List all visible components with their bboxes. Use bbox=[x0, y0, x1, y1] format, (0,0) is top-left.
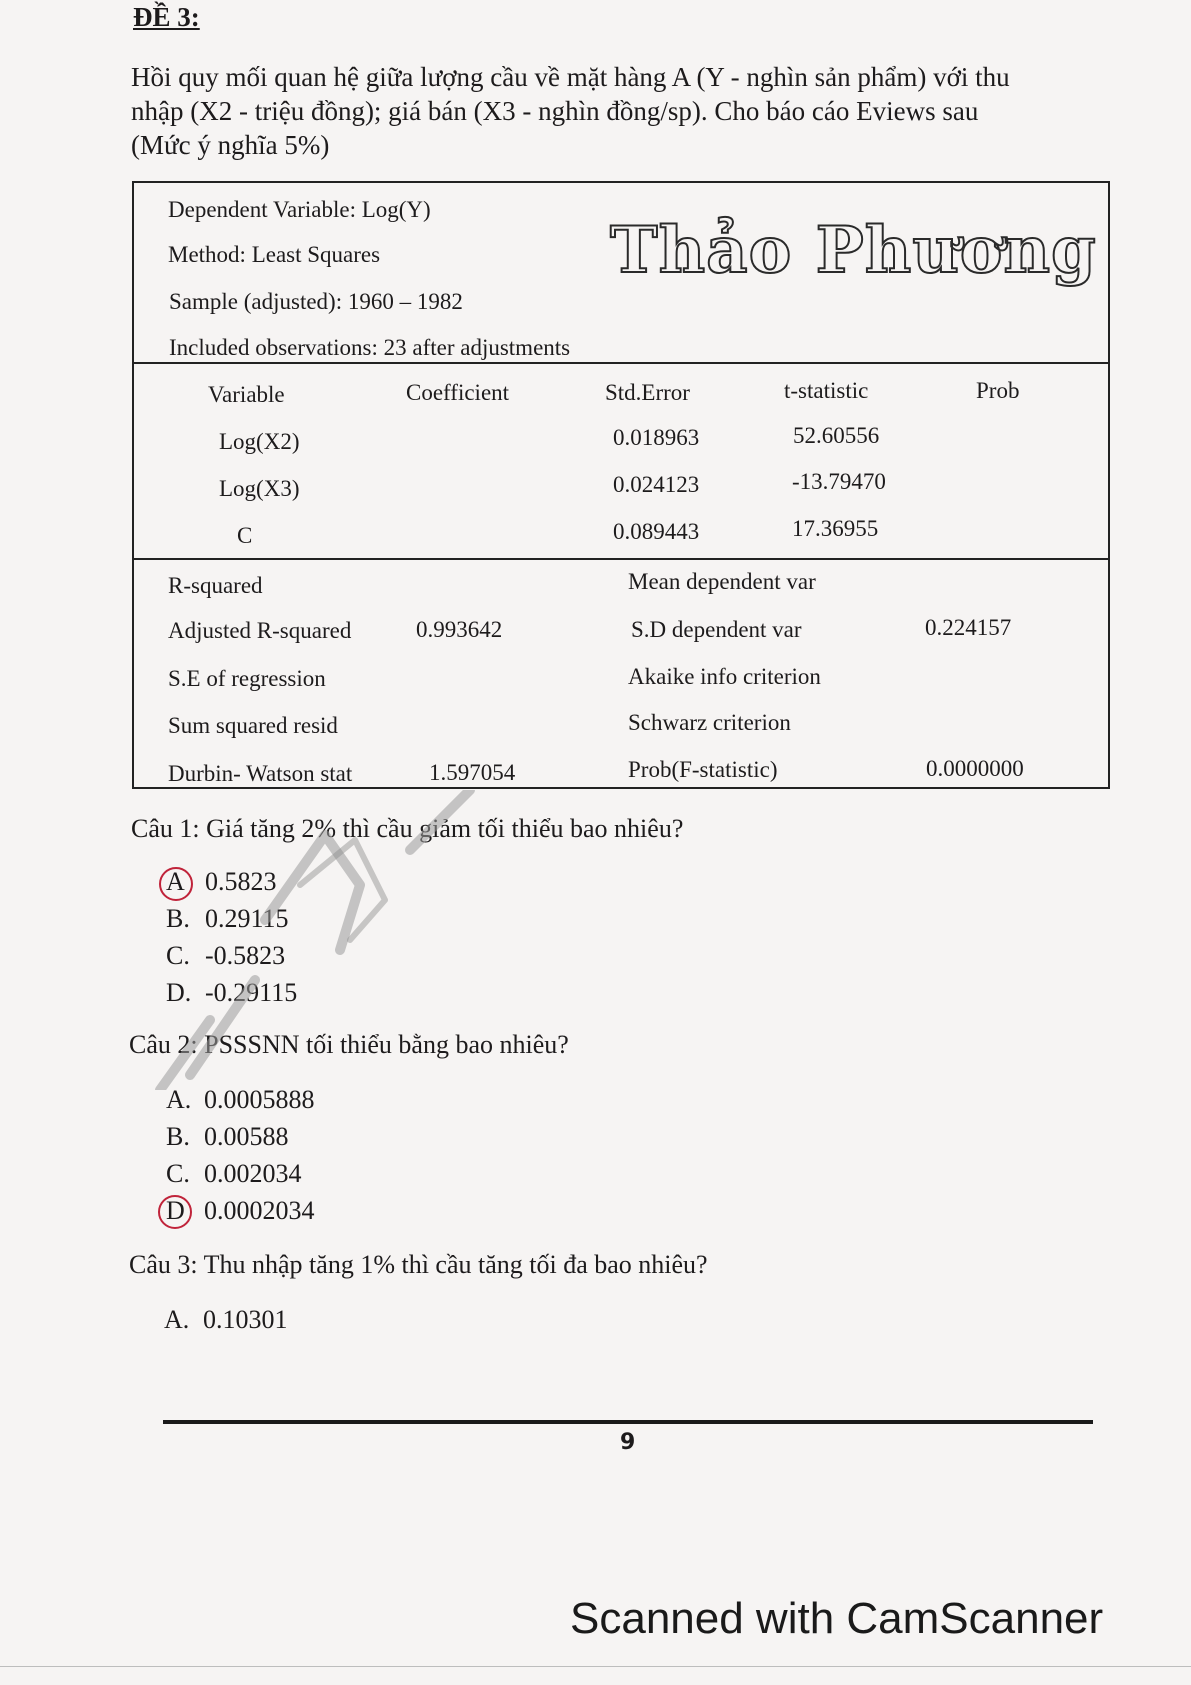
column-header: Coefficient bbox=[406, 380, 510, 405]
stat-label: R-squared bbox=[168, 573, 263, 598]
option-value: 0.0005888 bbox=[204, 1085, 315, 1114]
question-2-text: Câu 2: PSSSNN tối thiểu bằng bao nhiêu? bbox=[129, 1030, 569, 1059]
page-number: 9 bbox=[620, 1430, 636, 1455]
option-letter: D bbox=[166, 1196, 185, 1225]
row-variable: Log(X2) bbox=[219, 429, 300, 454]
stat-label: Sum squared resid bbox=[168, 713, 338, 738]
table-divider bbox=[134, 362, 1108, 364]
dependent-variable: Dependent Variable: Log(Y) bbox=[168, 197, 431, 222]
option-value: -0.5823 bbox=[205, 941, 286, 970]
stat-label: Prob(F-statistic) bbox=[628, 757, 778, 782]
table-divider bbox=[134, 558, 1108, 560]
row-t-statistic: -13.79470 bbox=[792, 469, 886, 494]
column-header: t-statistic bbox=[784, 378, 869, 403]
option-letter: B. bbox=[166, 904, 190, 933]
row-variable: Log(X3) bbox=[219, 476, 300, 501]
stat-value: 0.224157 bbox=[925, 615, 1012, 640]
option-letter: A bbox=[166, 867, 185, 896]
stat-label: Mean dependent var bbox=[628, 569, 816, 594]
intro-line-3: (Mức ý nghĩa 5%) bbox=[131, 130, 330, 160]
option-value: 0.5823 bbox=[205, 867, 277, 896]
method: Method: Least Squares bbox=[168, 242, 381, 267]
option-letter: B. bbox=[166, 1122, 190, 1151]
option-value: 0.29115 bbox=[205, 904, 289, 933]
intro-line-1: Hồi quy mối quan hệ giữa lượng cầu về mặt hàng A (Y - nghìn sản phẩm) với thu bbox=[131, 62, 1010, 92]
intro-paragraph bbox=[131, 60, 1091, 162]
intro-line-2: nhập (X2 - triệu đồng); giá bán (X3 - nghìn đồng/sp). Cho báo cáo Eviews sau bbox=[131, 96, 979, 126]
stat-label: Adjusted R-squared bbox=[168, 618, 352, 643]
question-3-text: Câu 3: Thu nhập tăng 1% thì cầu tăng tối đa bao nhiêu? bbox=[129, 1250, 708, 1279]
scanner-watermark: Scanned with CamScanner bbox=[570, 1594, 1104, 1643]
option-letter: C. bbox=[166, 941, 190, 970]
option-letter: A. bbox=[166, 1085, 192, 1114]
option-value: 0.00588 bbox=[204, 1122, 289, 1151]
option-value: 0.0002034 bbox=[204, 1196, 315, 1225]
stamp-mark bbox=[150, 790, 510, 1090]
stat-label: Durbin- Watson stat bbox=[168, 761, 353, 786]
stat-value: 0.0000000 bbox=[926, 756, 1024, 781]
sample: Sample (adjusted): 1960 – 1982 bbox=[169, 289, 463, 314]
option-letter: D. bbox=[166, 978, 192, 1007]
stat-value: 0.993642 bbox=[416, 617, 503, 642]
question-1-text: Câu 1: Giá tăng 2% thì cầu giảm tối thiểu bao nhiêu? bbox=[131, 814, 684, 843]
option-letter: A. bbox=[164, 1305, 190, 1334]
row-variable: C bbox=[237, 523, 253, 548]
option-value: -0.29115 bbox=[205, 978, 298, 1007]
stat-label: S.D dependent var bbox=[631, 617, 802, 642]
option-value: 0.10301 bbox=[203, 1305, 288, 1334]
observations: Included observations: 23 after adjustments bbox=[169, 335, 571, 360]
exam-heading: ĐỀ 3: bbox=[133, 2, 200, 32]
column-header: Variable bbox=[208, 382, 285, 407]
author-watermark: Thảo Phương bbox=[610, 213, 1097, 288]
stat-value: 1.597054 bbox=[429, 760, 516, 785]
stat-label: Akaike info criterion bbox=[628, 664, 821, 689]
row-t-statistic: 17.36955 bbox=[792, 516, 879, 541]
option-letter: C. bbox=[166, 1159, 190, 1188]
column-header: Prob bbox=[976, 378, 1020, 403]
stat-label: S.E of regression bbox=[168, 666, 326, 691]
footer-rule bbox=[163, 1420, 1093, 1424]
option-value: 0.002034 bbox=[204, 1159, 302, 1188]
stat-label: Schwarz criterion bbox=[628, 710, 791, 735]
row-std-error: 0.018963 bbox=[613, 425, 700, 450]
row-std-error: 0.089443 bbox=[613, 519, 700, 544]
column-header: Std.Error bbox=[605, 380, 690, 405]
row-std-error: 0.024123 bbox=[613, 472, 700, 497]
row-t-statistic: 52.60556 bbox=[793, 423, 880, 448]
bottom-divider bbox=[0, 1666, 1191, 1667]
